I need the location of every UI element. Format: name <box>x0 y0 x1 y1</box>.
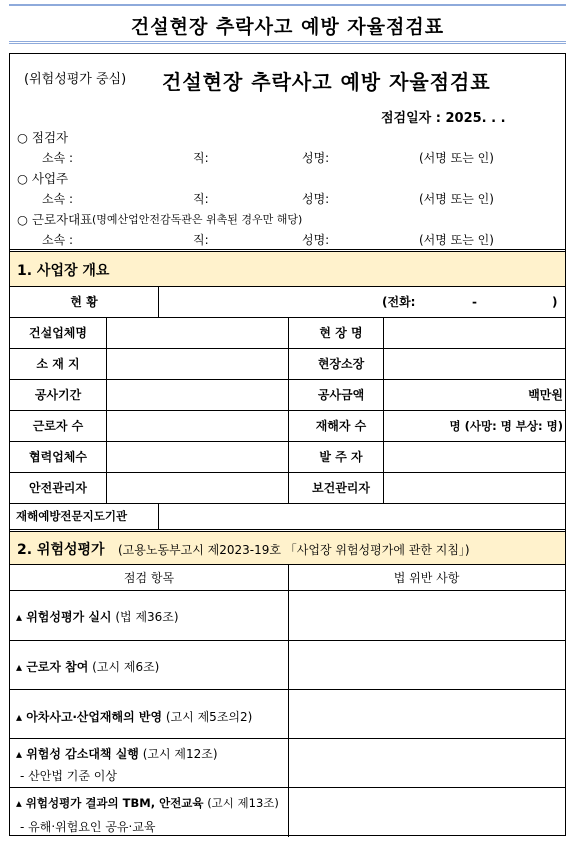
company-name-label: 건설업체명 <box>29 326 87 340</box>
violation-cell[interactable] <box>289 739 565 787</box>
client-value[interactable] <box>383 441 563 472</box>
divider <box>288 317 289 503</box>
role-label: ○ 점검자 <box>17 130 69 145</box>
role-note: (명예산업안전감독관은 위촉된 경우만 해당) <box>92 213 303 226</box>
violation-cell[interactable] <box>289 788 565 836</box>
col-items-header: 점검 항목 <box>123 570 175 585</box>
status-label: 현 황 <box>70 295 98 309</box>
section2-heading: 2. 위험성평가 <box>17 542 105 558</box>
divider <box>158 286 159 317</box>
affiliation-field[interactable]: 소속 : <box>42 192 74 206</box>
divider <box>158 503 159 529</box>
section2-heading-note: (고용노동부고시 제2023-19호 「사업장 위험성평가에 관한 지침」) <box>118 543 470 557</box>
health-manager-label: 보건관리자 <box>312 481 370 495</box>
site-manager-value[interactable] <box>383 348 563 379</box>
agency-label: 재해예방전문지도기관 <box>16 509 128 523</box>
section1-heading: 1. 사업장 개요 <box>17 263 110 279</box>
item-title: ▴ 위험성 감소대책 실행 <box>16 747 139 761</box>
item-subnote: - 산안법 기준 이상 <box>20 769 117 783</box>
item-reference: (고시 제12조) <box>142 747 218 761</box>
site-name-value[interactable] <box>383 317 563 348</box>
position-field[interactable]: 직: <box>193 233 209 247</box>
document-title-box <box>9 4 566 44</box>
form-title: 건설현장 추락사고 예방 자율점검표 <box>162 70 491 94</box>
name-field[interactable]: 성명: <box>302 233 330 247</box>
signature-field[interactable]: (서명 또는 인) <box>419 151 494 165</box>
location-label: 소 재 지 <box>36 357 80 371</box>
item-title: ▴ 아차사고‧산업재해의 반영 <box>16 710 163 724</box>
section2-header <box>10 532 565 564</box>
item-reference: (고시 제6조) <box>92 660 160 674</box>
victim-count-label: 재해자 수 <box>315 419 367 433</box>
safety-manager-label: 안전관리자 <box>29 481 87 495</box>
site-manager-label: 현장소장 <box>317 357 365 371</box>
violation-cell[interactable] <box>289 641 565 689</box>
item-title: ▴ 위험성평가 결과의 TBM, 안전교육 <box>16 796 204 810</box>
item-reference: (법 제36조) <box>115 610 179 624</box>
site-name-label: 현 장 명 <box>319 326 363 340</box>
subcontractor-count-label: 협력업체수 <box>29 450 87 464</box>
section1-header <box>10 252 565 286</box>
worker-count-label: 근로자 수 <box>32 419 84 433</box>
affiliation-field[interactable]: 소속 : <box>42 233 74 247</box>
affiliation-field[interactable]: 소속 : <box>42 151 74 165</box>
phone-close: ) <box>552 294 558 309</box>
role-label: ○ 근로자대표 <box>17 212 93 227</box>
divider <box>106 317 107 503</box>
violation-cell[interactable] <box>289 591 565 640</box>
item-title: ▴ 근로자 참여 <box>16 660 89 674</box>
contract-amount-label: 공사금액 <box>317 388 365 402</box>
divider <box>383 317 384 503</box>
health-manager-value[interactable] <box>383 472 563 503</box>
client-label: 발 주 자 <box>319 450 363 464</box>
phone-label: (전화: <box>382 295 416 309</box>
document-title: 건설현장 추락사고 예방 자율점검표 <box>130 16 445 38</box>
item-title: ▴ 위험성평가 실시 <box>16 610 112 624</box>
item-subnote: - 유해‧위험요인 공유‧교육 <box>20 820 156 834</box>
signature-field[interactable]: (서명 또는 인) <box>419 233 494 247</box>
violation-cell[interactable] <box>289 690 565 738</box>
name-field[interactable]: 성명: <box>302 192 330 206</box>
victim-count-value[interactable]: 명 (사망: 명 부상: 명) <box>449 418 563 433</box>
role-label: ○ 사업주 <box>17 171 69 186</box>
col-violations-header: 법 위반 사항 <box>393 570 460 585</box>
name-field[interactable]: 성명: <box>302 151 330 165</box>
phone-dash: - <box>472 294 477 309</box>
signature-field[interactable]: (서명 또는 인) <box>419 192 494 206</box>
item-reference: (고시 제13조) <box>207 796 279 810</box>
position-field[interactable]: 직: <box>193 151 209 165</box>
contract-amount-value[interactable]: 백만원 <box>528 388 563 402</box>
checklist-form <box>9 53 566 836</box>
item-reference: (고시 제5조의2) <box>165 710 253 724</box>
position-field[interactable]: 직: <box>193 192 209 206</box>
inspection-date: 점검일자 : 2025. . . <box>381 111 506 126</box>
form-subtitle: (위험성평가 중심) <box>24 72 127 87</box>
construction-period-label: 공사기간 <box>34 388 82 402</box>
